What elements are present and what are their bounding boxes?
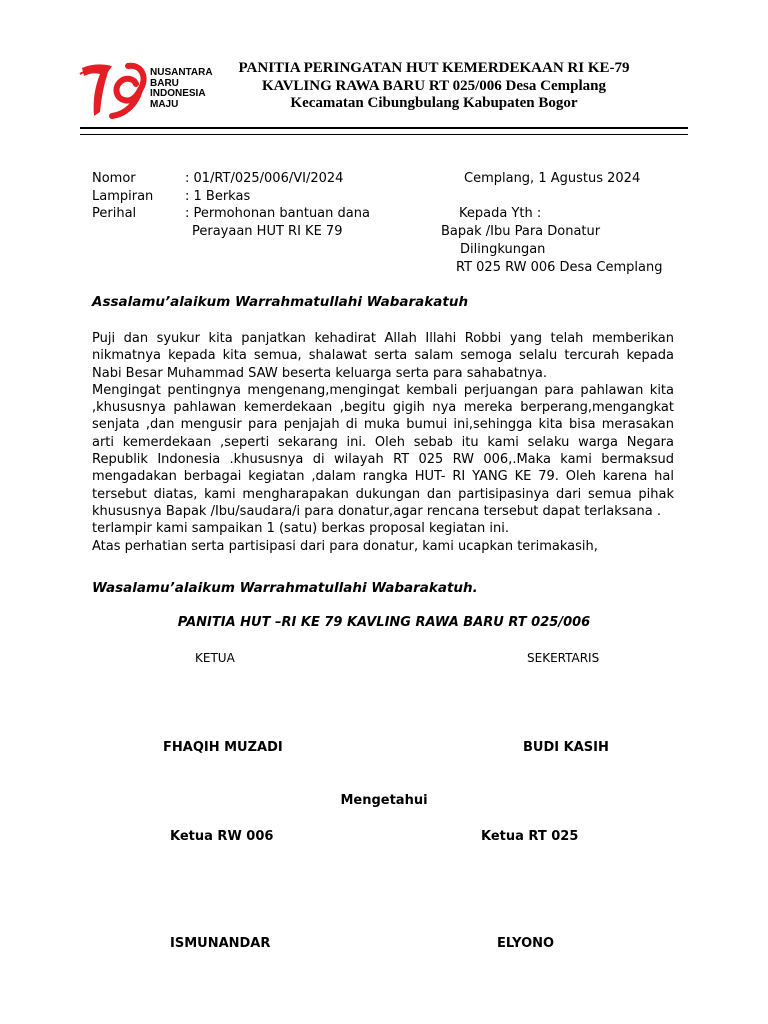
perihal-label: Perihal [92, 206, 137, 221]
nomor-label: Nomor [92, 171, 136, 186]
logo-line-1: NUSANTARA [150, 67, 213, 78]
paragraph-1: Puji dan syukur kita panjatkan kehadirat Allah Illahi Robbi yang telah memberikan nikmatnya kepada kita semua, shalawat serta salam semoga selalu tercurah kepada Nabi Besar Muhammad SAW beserta keluarga serta para sahabatnya. [92, 331, 674, 381]
logo-line-2: BARU [150, 77, 179, 89]
letter-body [92, 330, 674, 555]
letter-date: Cemplang, 1 Agustus 2024 [464, 171, 641, 186]
perihal-value-2: Perayaan HUT RI KE 79 [192, 224, 343, 239]
logo-79-mark [78, 60, 150, 122]
letterhead-thin-rule [80, 134, 688, 135]
letterhead-line-2: KAVLING RAWA BARU RT 025/006 Desa Cemplang [262, 78, 606, 94]
ketua-name: FHAQIH MUZADI [163, 740, 283, 755]
greeting: Assalamu’alaikum Warrahmatullahi Wabarakatuh [92, 294, 469, 310]
lampiran-value: : 1 Berkas [185, 189, 251, 204]
letterhead-line-3: Kecamatan Cibungbulang Kabupaten Bogor [290, 95, 578, 111]
ketua-rt-name: ELYONO [497, 936, 555, 951]
perihal-value: : Permohonan bantuan dana [185, 206, 370, 221]
committee-title: PANITIA HUT –RI KE 79 KAVLING RAWA BARU RT 025/006 [177, 615, 591, 630]
ketua-label: KETUA [195, 651, 235, 665]
sekretaris-name: BUDI KASIH [523, 740, 609, 755]
logo-line-3: INDONESIA [150, 88, 206, 99]
recipient-line-1: Bapak /Ibu Para Donatur [441, 224, 601, 239]
recipient-line-3: RT 025 RW 006 Desa Cemplang [456, 260, 663, 275]
ketua-rt-label: Ketua RT 025 [481, 829, 579, 844]
nomor-value: : 01/RT/025/006/VI/2024 [185, 171, 344, 186]
ketua-rw-label: Ketua RW 006 [170, 829, 274, 844]
ketua-rw-name: ISMUNANDAR [170, 936, 271, 951]
mengetahui-label: Mengetahui [340, 793, 428, 808]
kepada-yth: Kepada Yth : [459, 206, 542, 221]
paragraph-3: terlampir kami sampaikan 1 (satu) berkas proposal kegiatan ini. [92, 521, 509, 537]
paragraph-2: Mengingat pentingnya mengenang,mengingat kembali perjuangan para pahlawan kita ,khususnya pahlawan kemerdekaan ,begitu gigih nya mereka berperang,mengangkat senjata ,dan mengusir para penjajah di muka bumui ini,sehingga kita bisa merasakan arti kemerdekaan ,seperti sekarang ini. Oleh sebab itu kami selaku warga Negara Republik Indonesia .khususnya di wilayah RT 025 RW 006,.Maka kami bermaksud mengadakan berbagai kegiatan ,dalam rangka HUT- RI YANG KE 79. Oleh karena hal tersebut diatas, kami mengharapakan dukungan dan partisipasinya dari semua pihak khususnya Bapak /Ibu/saudara/i para donatur,agar rencana tersebut dapat terlaksana . [92, 382, 674, 519]
letterhead-thick-rule [80, 127, 688, 129]
sekretaris-label: SEKERTARIS [527, 651, 600, 665]
lampiran-label: Lampiran [92, 189, 154, 204]
letterhead-line-1: PANITIA PERINGATAN HUT KEMERDEKAAN RI KE-79 [238, 60, 630, 76]
paragraph-4: Atas perhatian serta partisipasi dari para donatur, kami ucapkan terimakasih, [92, 538, 598, 554]
closing-greeting: Wasalamu’alaikum Warrahmatullahi Wabarakatuh. [92, 580, 478, 596]
logo-line-4: MAJU [150, 98, 179, 110]
recipient-line-2: Dilingkungan [460, 242, 546, 257]
